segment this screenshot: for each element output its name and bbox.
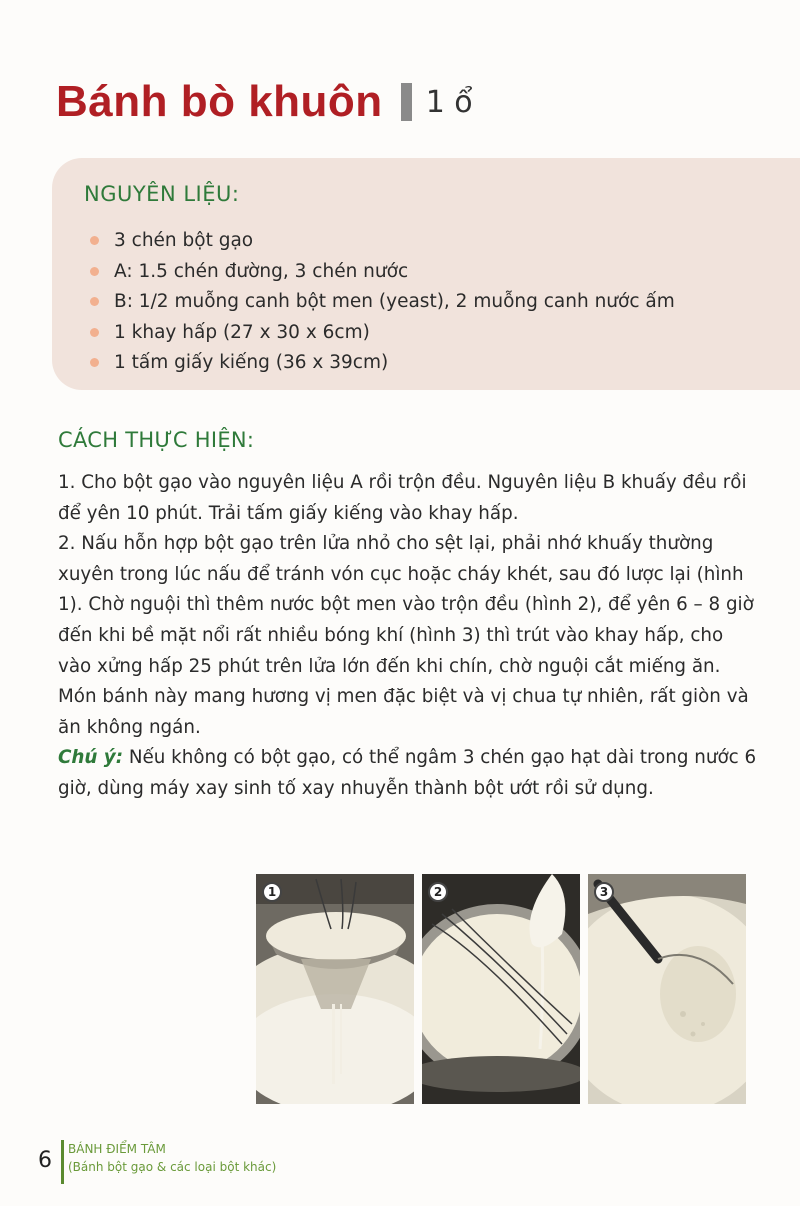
bullet-icon	[90, 236, 99, 245]
step-photos	[256, 874, 746, 1104]
bullet-icon	[90, 328, 99, 337]
photo-straining	[256, 874, 414, 1104]
footer-divider	[61, 1140, 64, 1184]
method-heading: CÁCH THỰC HIỆN:	[58, 428, 255, 452]
list-item: 3 chén bột gạo	[88, 226, 675, 257]
ingredients-list	[88, 226, 675, 379]
photo-number-1: 1	[262, 882, 282, 902]
method-steps	[58, 468, 758, 805]
photo-mixing	[422, 874, 580, 1104]
list-item: A: 1.5 chén đường, 3 chén nước	[88, 257, 675, 288]
list-item: B: 1/2 muỗng canh bột men (yeast), 2 muỗng canh nước ấm	[88, 287, 675, 318]
photo-number-3: 3	[594, 882, 614, 902]
title-row	[56, 72, 473, 132]
note-text: Nếu không có bột gạo, có thể ngâm 3 chén gạo hạt dài trong nước 6 giờ, dùng máy xay sinh tố xay nhuyễn thành bột ướt rồi sử dụng.	[58, 747, 757, 799]
serving-size: 1 ổ	[425, 84, 473, 120]
ingredients-heading: NGUYÊN LIỆU:	[84, 182, 240, 206]
note	[58, 743, 758, 804]
bullet-icon	[90, 297, 99, 306]
bullet-icon	[90, 267, 99, 276]
list-item: 1 khay hấp (27 x 30 x 6cm)	[88, 318, 675, 349]
note-label: Chú ý:	[58, 747, 124, 769]
page-number: 6	[38, 1148, 52, 1173]
footer-section-title: BÁNH ĐIỂM TÂM	[68, 1142, 166, 1156]
list-item: 1 tấm giấy kiếng (36 x 39cm)	[88, 348, 675, 379]
bullet-icon	[90, 358, 99, 367]
step-2: 2. Nấu hỗn hợp bột gạo trên lửa nhỏ cho sệt lại, phải nhớ khuấy thường xuyên trong lúc nấu để tránh vón cục hoặc cháy khét, sau đó lược lại (hình 1). Chờ nguội thì thêm nước bột men vào trộn đều (hình 2), để yên 6 – 8 giờ đến khi bề mặt nổi rất nhiều bóng khí (hình 3) thì trút vào khay hấp, cho vào xửng hấp 25 phút trên lửa lớn đến khi chín, chờ nguội cắt miếng ăn. Món bánh này mang hương vị men đặc biệt và vị chua tự nhiên, rất giòn và ăn không ngán.	[58, 533, 754, 738]
title-divider	[401, 83, 412, 121]
footer-section-subtitle: (Bánh bột gạo & các loại bột khác)	[68, 1160, 277, 1174]
photo-fermented	[588, 874, 746, 1104]
photo-number-2: 2	[428, 882, 448, 902]
page-title: Bánh bò khuôn	[56, 77, 383, 126]
step-1: 1. Cho bột gạo vào nguyên liệu A rồi trộn đều. Nguyên liệu B khuấy đều rồi để yên 10 phút. Trải tấm giấy kiếng vào khay hấp.	[58, 472, 747, 524]
